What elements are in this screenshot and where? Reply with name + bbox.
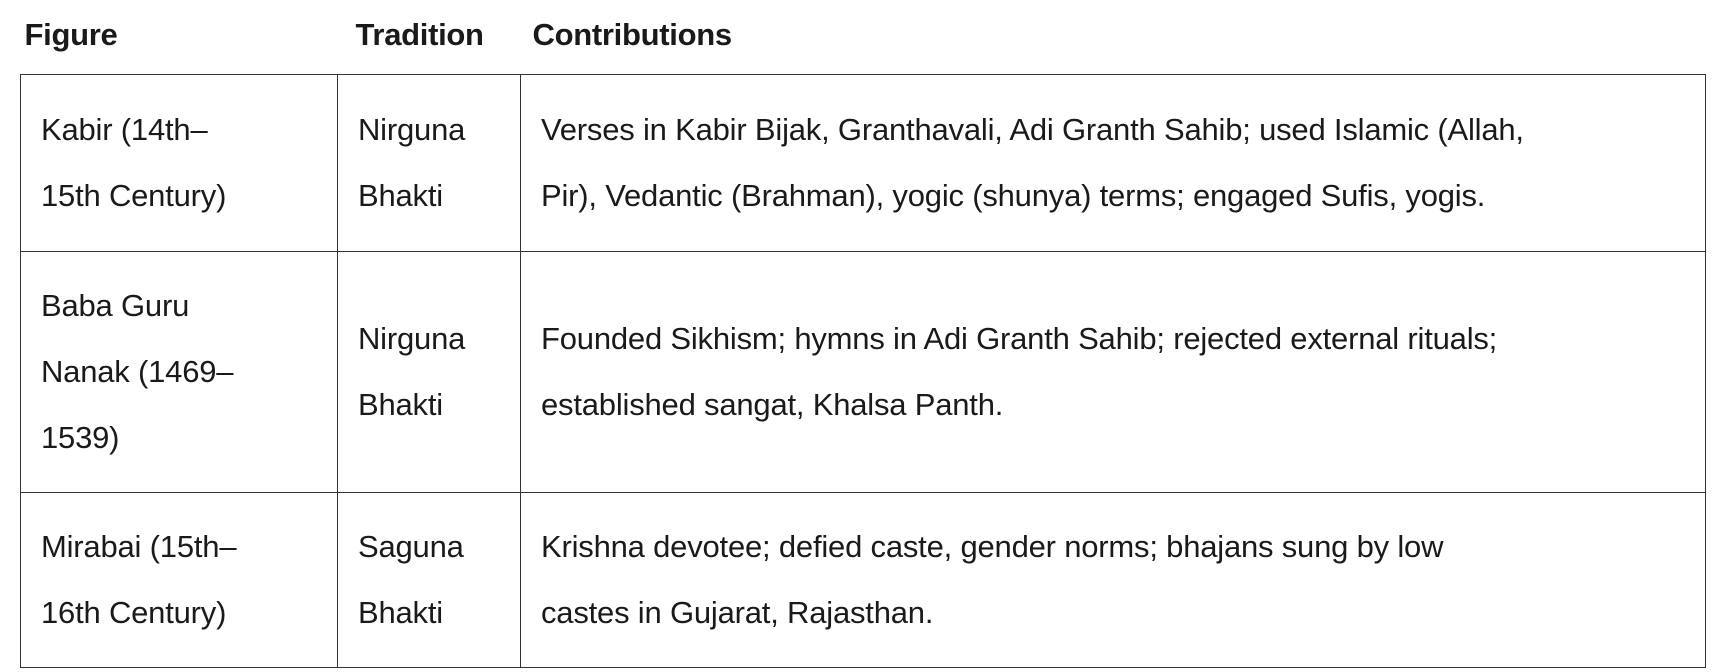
- header-row: [21, 0, 1706, 75]
- cell-contributions: [521, 75, 1706, 252]
- text-line: 1539): [41, 420, 120, 455]
- header-tradition: Tradition: [355, 17, 484, 52]
- cell-tradition: [338, 493, 521, 668]
- text-line: established sangat, Khalsa Panth.: [541, 387, 1004, 422]
- text-line: Kabir (14th–: [41, 112, 208, 147]
- text-line: Verses in Kabir Bijak, Granthavali, Adi Granth Sahib; used Islamic (Allah,: [541, 112, 1524, 147]
- text-line: Bhakti: [358, 387, 443, 422]
- header-contributions: Contributions: [532, 17, 732, 52]
- bhakti-figures-table-container: [20, 0, 1706, 668]
- text-line: Bhakti: [358, 178, 443, 213]
- text-line: 15th Century): [41, 178, 227, 213]
- text-line: Mirabai (15th–: [41, 529, 237, 564]
- text-line: Nirguna: [358, 112, 466, 147]
- table-row: [21, 493, 1706, 668]
- table-header: [21, 0, 1706, 75]
- text-line: Baba Guru: [41, 288, 190, 323]
- text-line: castes in Gujarat, Rajasthan.: [541, 595, 934, 630]
- text-line: Saguna: [358, 529, 464, 564]
- cell-figure: [21, 75, 338, 252]
- table-body: [21, 75, 1706, 668]
- text-line: Krishna devotee; defied caste, gender norms; bhajans sung by low: [541, 529, 1444, 564]
- cell-contributions: [521, 252, 1706, 493]
- text-line: Founded Sikhism; hymns in Adi Granth Sahib; rejected external rituals;: [541, 321, 1498, 356]
- text-line: Nanak (1469–: [41, 354, 234, 389]
- header-figure: Figure: [24, 17, 118, 52]
- text-line: Pir), Vedantic (Brahman), yogic (shunya) terms; engaged Sufis, yogis.: [541, 178, 1486, 213]
- cell-contributions: [521, 493, 1706, 668]
- table-row: [21, 252, 1706, 493]
- cell-figure: [21, 252, 338, 493]
- cell-tradition: [338, 75, 521, 252]
- cell-figure: [21, 493, 338, 668]
- text-line: Bhakti: [358, 595, 443, 630]
- bhakti-figures-table: [20, 0, 1706, 668]
- text-line: Nirguna: [358, 321, 466, 356]
- text-line: 16th Century): [41, 595, 227, 630]
- table-row: [21, 75, 1706, 252]
- cell-tradition: [338, 252, 521, 493]
